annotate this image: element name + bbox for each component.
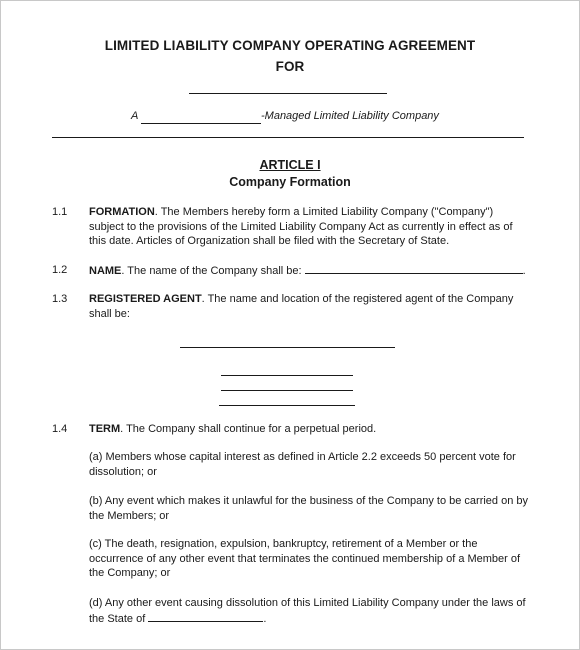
section-trail: . <box>522 265 526 277</box>
document-title: LIMITED LIABILITY COMPANY OPERATING AGREEMENT <box>104 38 476 53</box>
managed-type-blank <box>141 123 261 124</box>
section-number: 1.1 <box>52 206 68 218</box>
document-title-for: FOR <box>275 59 305 74</box>
term-item-d <box>89 596 529 626</box>
section-label: REGISTERED AGENT <box>89 293 202 305</box>
term-item-trail: . <box>263 612 267 625</box>
managed-prefix: A <box>131 110 139 122</box>
section-label: NAME <box>89 265 122 277</box>
term-item-text: (d) Any other event causing dissolution of this Limited Liability Company under the laws of the State of <box>89 597 526 625</box>
section-number: 1.2 <box>52 264 68 276</box>
company-name-blank <box>189 93 387 94</box>
section-text: . The Members hereby form a Limited Liability Company ("Company") subject to the provisions of the Limited Liability Company Act as currently in effect as of this date. Articles of Organization shall be filed with the Secretary of State. <box>89 206 513 247</box>
section-text: . The name and location of the registered agent of the Company shall be: <box>89 293 514 320</box>
article-heading: ARTICLE I <box>259 158 321 172</box>
company-name-field-blank <box>305 263 523 274</box>
term-item-a <box>89 450 529 479</box>
section-number: 1.3 <box>52 293 68 305</box>
header-divider <box>52 137 524 138</box>
section-text: . The name of the Company shall be: <box>121 265 305 277</box>
agent-address-blank <box>221 375 353 376</box>
agent-name-blank <box>180 347 395 348</box>
term-item-text: (c) The death, resignation, expulsion, bankruptcy, retirement of a Member or the occurrence of any other event that terminates the continued membership of a Member of the Company; or <box>89 538 521 579</box>
section-label: FORMATION <box>89 206 155 218</box>
section-number: 1.4 <box>52 423 68 435</box>
section-text: . The Company shall continue for a perpetual period. <box>120 423 377 435</box>
managed-suffix: -Managed Limited Liability Company <box>261 110 439 122</box>
term-item-c <box>89 537 529 581</box>
term-item-text: (a) Members whose capital interest as defined in Article 2.2 exceeds 50 percent vote for dissolution; or <box>89 451 516 478</box>
section-formation <box>89 205 529 249</box>
term-item-text: (b) Any event which makes it unlawful for the business of the Company to be carried on by the Members; or <box>89 495 529 522</box>
section-registered-agent <box>89 292 529 321</box>
section-name <box>89 263 529 279</box>
term-item-b <box>89 494 529 523</box>
article-subheading: Company Formation <box>229 175 351 189</box>
section-label: TERM <box>89 423 121 435</box>
section-term <box>89 422 529 437</box>
agent-address-blank <box>219 405 355 406</box>
state-blank <box>148 611 263 622</box>
agent-address-blank <box>221 390 353 391</box>
